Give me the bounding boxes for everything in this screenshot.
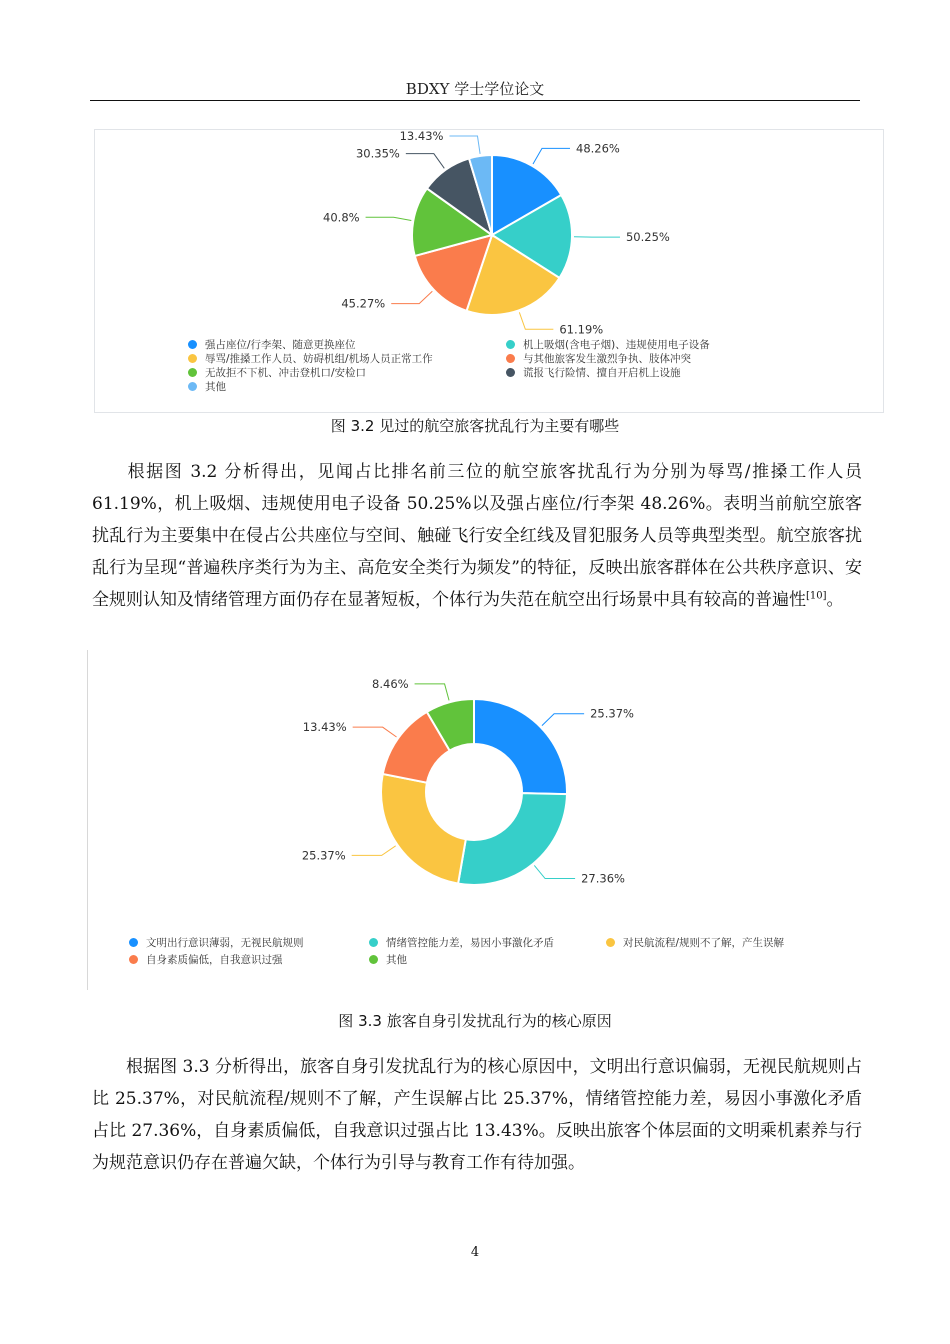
data-label-2: 27.36% — [581, 871, 625, 886]
figure-3-3 — [87, 650, 868, 990]
legend-dot — [188, 368, 197, 377]
legend-dot — [188, 382, 197, 391]
data-label-5: 8.46% — [372, 676, 409, 691]
data-label-3: 25.37% — [301, 848, 346, 863]
data-label-4: 13.43% — [302, 720, 347, 735]
data-label-3: 61.19% — [559, 322, 604, 337]
header-rule — [90, 100, 860, 101]
legend-item-2 — [506, 337, 710, 352]
legend-label: 其他 — [205, 381, 226, 393]
legend-label: 辱骂/推搡工作人员、妨碍机组/机场人员正常工作 — [205, 353, 433, 365]
legend-item-7 — [188, 379, 226, 394]
legend-dot — [129, 955, 138, 964]
citation: [10] — [806, 590, 827, 602]
legend-item-5 — [369, 952, 407, 967]
data-label-6: 30.35% — [355, 146, 400, 161]
legend-label: 无故拒不下机、冲击登机口/安检口 — [205, 367, 367, 379]
leader-line-4 — [391, 291, 432, 303]
legend-item-4 — [129, 952, 283, 967]
legend-label: 强占座位/行李架、随意更换座位 — [205, 339, 356, 351]
leader-line-1 — [533, 148, 570, 164]
leader-line-2 — [534, 865, 575, 878]
leader-line-3 — [352, 846, 396, 856]
leader-line-1 — [542, 714, 584, 726]
legend-dot — [188, 354, 197, 363]
legend-label: 情绪管控能力差，易因小事激化矛盾 — [386, 937, 554, 949]
legend-label: 对民航流程/规则不了解，产生误解 — [623, 937, 785, 949]
legend-label: 机上吸烟(含电子烟)、违规使用电子设备 — [523, 339, 710, 351]
legend-item-1 — [188, 337, 356, 352]
figure-3-2 — [94, 129, 884, 413]
legend-dot — [188, 340, 197, 349]
legend-dot — [506, 368, 515, 377]
leader-line-7 — [449, 136, 480, 154]
data-label-4: 45.27% — [341, 296, 386, 311]
legend-item-1 — [129, 935, 304, 950]
paragraph-2 — [92, 1051, 862, 1179]
legend-item-3 — [188, 351, 433, 366]
page-header: BDXY 学士学位论文 — [405, 80, 545, 98]
data-label-7: 13.43% — [399, 129, 444, 144]
paragraph-1 — [92, 456, 862, 616]
legend-dot — [129, 938, 138, 947]
data-label-1: 25.37% — [590, 706, 634, 721]
legend-label: 其他 — [386, 954, 407, 966]
data-label-1: 48.26% — [576, 141, 620, 156]
legend-dot — [369, 955, 378, 964]
legend-label: 与其他旅客发生激烈争执、肢体冲突 — [523, 353, 691, 365]
leader-line-5 — [366, 217, 412, 220]
legend-item-2 — [369, 935, 554, 950]
legend-label: 自身素质偏低，自我意识过强 — [146, 954, 283, 966]
legend-item-5 — [188, 365, 366, 380]
legend-dot — [606, 938, 615, 947]
paragraph-2-text: 根据图 3.3 分析得出，旅客自身引发扰乱行为的核心原因中，文明出行意识偏弱，无视民航规则占比 25.37%，对民航流程/规则不了解，产生误解占比 25.37%，情绪管控能力差，易因小事激化矛盾占比 27.36%，自身素质偏低，自我意识过强占比 13.43%。反映出旅客个体层面的文明乘机素养与行为规范意识仍存在普遍欠缺，个体行为引导与教育工作有待加强。 — [92, 1057, 862, 1173]
legend-dot — [506, 354, 515, 363]
legend-item-6 — [506, 365, 681, 380]
paragraph-1-text: 根据图 3.2 分析得出，见闻占比排名前三位的航空旅客扰乱行为分别为辱骂/推搡工作人员 61.19%，机上吸烟、违规使用电子设备 50.25%以及强占座位/行李架 48.26%。表明当前航空旅客扰乱行为主要集中在侵占公共座位与空间、触碰飞行安全红线及冒犯服务人员等典型类型。航空旅客扰乱行为呈现“普遍秩序类行为为主、高危安全类行为频发”的特征，反映出旅客群体在公共秩序意识、安全规则认知及情绪管理方面仍存在显著短板，个体行为失范在航空出行场景中具有较高的普遍性 — [92, 462, 862, 610]
leader-line-5 — [415, 684, 449, 700]
figure-3-3-caption: 图 3.3 旅客自身引发扰乱行为的核心原因 — [338, 1012, 612, 1030]
page-number: 4 — [470, 1245, 480, 1260]
leader-line-3 — [519, 312, 553, 329]
legend-item-4 — [506, 351, 691, 366]
slice-2 — [458, 793, 567, 885]
paragraph-1-end: 。 — [826, 590, 844, 610]
leader-line-6 — [406, 154, 444, 169]
legend-dot — [369, 938, 378, 947]
figure-3-2-caption: 图 3.2 见过的航空旅客扰乱行为主要有哪些 — [330, 417, 620, 435]
legend-item-3 — [606, 935, 784, 950]
slice-3 — [381, 774, 466, 884]
legend-label: 谎报飞行险情、擅自开启机上设施 — [523, 367, 681, 379]
legend-dot — [506, 340, 515, 349]
legend-label: 文明出行意识薄弱，无视民航规则 — [146, 937, 304, 949]
leader-line-4 — [353, 727, 397, 737]
data-label-2: 50.25% — [625, 230, 670, 245]
slice-1 — [474, 699, 567, 794]
data-label-5: 40.8% — [323, 210, 360, 225]
